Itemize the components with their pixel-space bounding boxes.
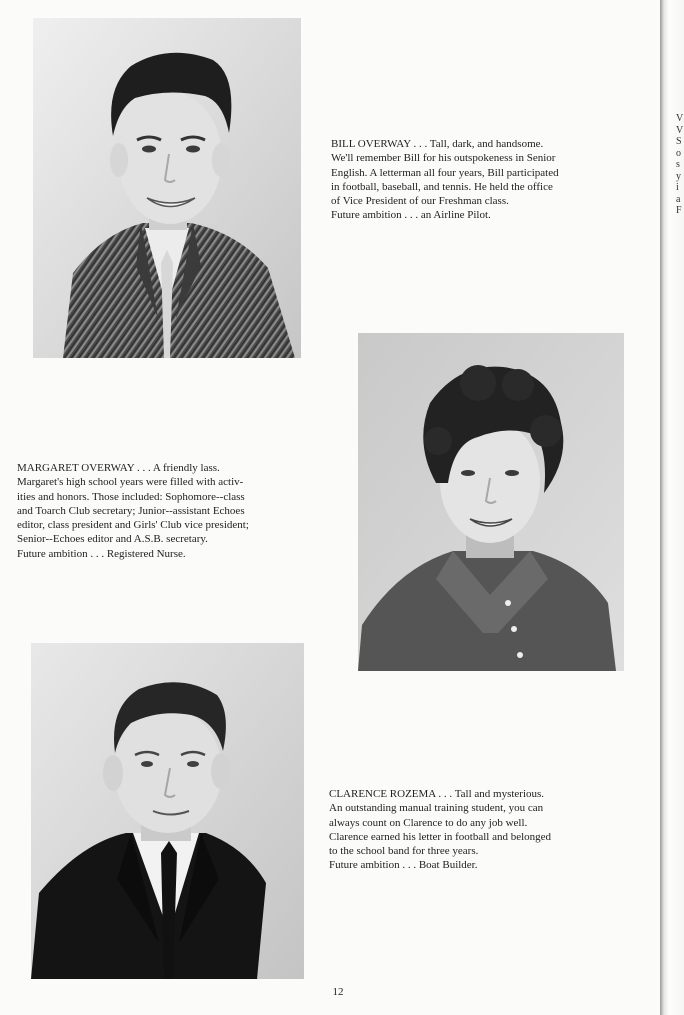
bio-line: Future ambition . . . Boat Builder. — [329, 859, 478, 872]
bio-line: and Toarch Club secretary; Junior--assistant Echoes — [17, 504, 245, 517]
bio-line: Senior--Echoes editor and A.S.B. secretary. — [17, 533, 208, 546]
bio-line: An outstanding manual training student, you can — [329, 802, 544, 815]
facing-page-letter: o — [676, 147, 681, 159]
bio-line: CLARENCE ROZEMA . . . Tall and mysterious. — [329, 788, 545, 800]
bio-line: Clarence earned his letter in football and belonged — [329, 830, 552, 843]
bio-line: Future ambition . . . Registered Nurse. — [17, 547, 186, 560]
bio-bill-overway — [331, 137, 651, 223]
facing-page-letter: i — [676, 182, 679, 193]
bio-line: editor, class president and Girls' Club vice president; — [17, 519, 249, 532]
bio-line: We'll remember Bill for his outspokeness in Senior — [331, 152, 556, 165]
bio-line: Margaret's high school years were filled with activ- — [17, 476, 244, 489]
bio-line: Future ambition . . . an Airline Pilot. — [331, 209, 491, 222]
portrait-photo-margaret-overway — [358, 333, 624, 671]
page-number: 12 — [332, 986, 344, 998]
bio-line: to the school band for three years. — [329, 845, 479, 858]
facing-page-letter: s — [676, 159, 680, 170]
bio-line: of Vice President of our Freshman class. — [331, 195, 509, 208]
facing-page-letter: a — [676, 193, 681, 205]
bio-clarence-rozema — [329, 787, 649, 873]
bio-line: BILL OVERWAY . . . Tall, dark, and handsome. — [331, 138, 544, 150]
portrait-photo-clarence-rozema — [31, 643, 304, 979]
facing-page-letter: y — [676, 170, 681, 182]
bio-line: always count on Clarence to do any job well. — [329, 816, 528, 829]
bio-line: MARGARET OVERWAY . . . A friendly lass. — [17, 462, 220, 474]
bio-line: English. A letterman all four years, Bill participated — [331, 166, 559, 179]
facing-page-letter: F — [676, 205, 682, 216]
bio-line: ities and honors. Those included: Sophomore--class — [17, 490, 245, 503]
facing-page-text-fragment — [676, 113, 684, 217]
facing-page-letter: V — [676, 124, 684, 136]
facing-page-letter: V — [676, 113, 684, 124]
portrait-photo-bill-overway — [33, 18, 301, 358]
bio-line: in football, baseball, and tennis. He held the office — [331, 180, 553, 193]
facing-page-letter: S — [676, 136, 682, 147]
bio-margaret-overway — [17, 461, 347, 561]
